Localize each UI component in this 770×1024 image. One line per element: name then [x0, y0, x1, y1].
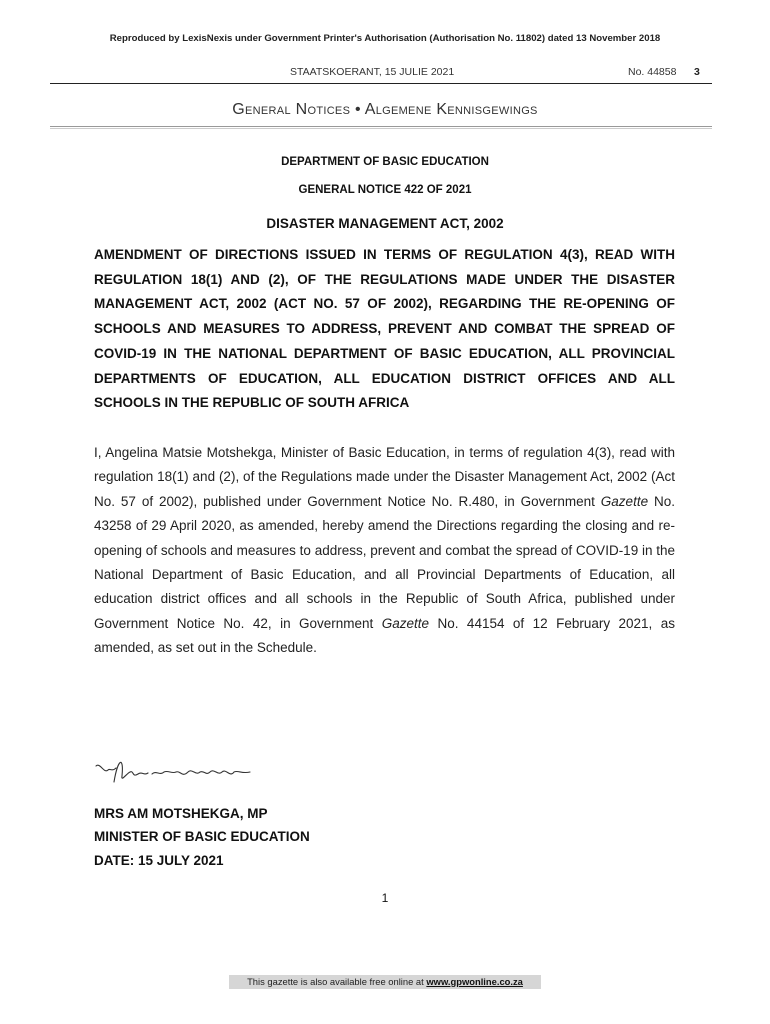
- notice-heading: AMENDMENT OF DIRECTIONS ISSUED IN TERMS OF REGULATION 4(3), READ WITH REGULATION 18(1) AND (2), OF THE REGULATIONS MADE UNDER THE DISASTER MANAGEMENT ACT, 2002 (ACT NO. 57 OF 2002), REGARDING THE RE-OPENING OF SCHOOLS AND MEASURES TO ADDRESS, PREVENT AND COMBAT THE SPREAD OF COVID-19 IN THE NATIONAL DEPARTMENT OF BASIC EDUCATION, ALL PROVINCIAL DEPARTMENTS OF EDUCATION, ALL EDUCATION DISTRICT OFFICES AND ALL SCHOOLS IN THE REPUBLIC OF SOUTH AFRICA: [94, 247, 675, 411]
- gpwonline-link[interactable]: www.gpwonline.co.za: [426, 976, 523, 987]
- signature-date: DATE: 15 JULY 2021: [94, 853, 224, 868]
- section-rule: [50, 126, 712, 127]
- department-name: DEPARTMENT OF BASIC EDUCATION: [281, 156, 489, 168]
- page-number: 1: [381, 891, 389, 905]
- signatory-role: MINISTER OF BASIC EDUCATION: [94, 829, 310, 844]
- section-title: General Notices • Algemene Kennisgewings: [232, 101, 538, 118]
- footer-text: This gazette is also available free online at: [247, 976, 427, 987]
- gazette-number: No. 44858: [628, 66, 677, 78]
- body-text-part1: I, Angelina Matsie Motshekga, Minister of Basic Education, in terms of regulation 4(3), read with regulation 18(1) and (2), of the Regulations made under the Disaster Management Act, 2002 (Act No. 57 of 2002), published under Government Notice No. R.480, in Government: [94, 445, 675, 509]
- act-title: DISASTER MANAGEMENT ACT, 2002: [266, 216, 504, 231]
- notice-number: GENERAL NOTICE 422 OF 2021: [298, 184, 472, 196]
- gazette-italic-2: Gazette: [381, 615, 430, 631]
- header-rule: [50, 83, 712, 84]
- notice-body: [94, 441, 675, 661]
- body-text-part2: No. 43258 of 29 April 2020, as amended, hereby amend the Directions regarding the closing and re-opening of schools and measures to address, prevent and combat the spread of COVID-19 in the National Department of Basic Education, and all Provincial Departments of Education, all education district offices and all schools in the Republic of South Africa, published under Government Notice No. 42, in Government: [94, 493, 675, 631]
- signature: [92, 752, 262, 792]
- footer-banner: [229, 975, 541, 989]
- gazette-date: STAATSKOERANT, 15 JULIE 2021: [290, 66, 455, 78]
- signatory-name: MRS AM MOTSHEKGA, MP: [94, 806, 268, 821]
- body-text-part3: No. 44154 of 12 February 2021, as amended, as set out in the Schedule.: [94, 615, 676, 656]
- reproduction-note: Reproduced by LexisNexis under Government Printer's Authorisation (Authorisation No. 11802) dated 13 November 2018: [109, 33, 661, 44]
- gazette-italic-1: Gazette: [600, 493, 649, 509]
- section-rule-secondary: [50, 128, 712, 129]
- gazette-page-number: 3: [694, 66, 700, 78]
